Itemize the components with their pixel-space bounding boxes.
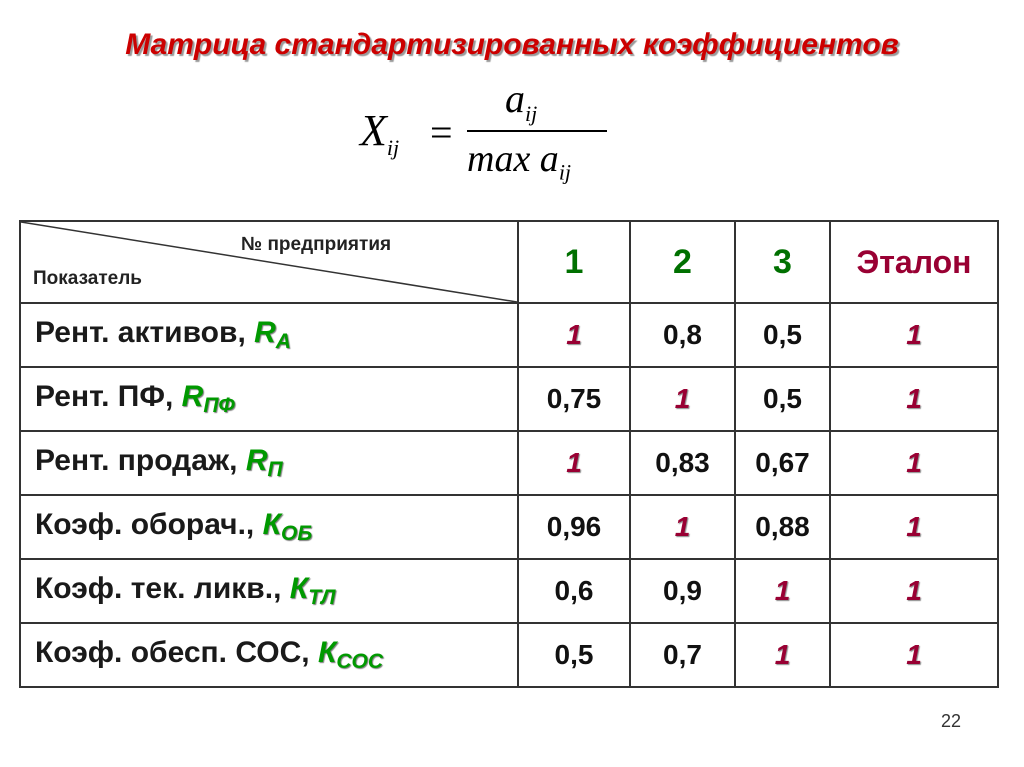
formula-denominator: $\max a_{ij}$	[467, 138, 572, 185]
cell-value: 0,5	[518, 623, 630, 687]
table-row	[20, 495, 998, 559]
indicator-symbol: $R_П$	[245, 444, 283, 481]
cell-value-etalon: 1	[830, 367, 998, 431]
indicator-symbol: $К_{ОБ}$	[262, 508, 313, 545]
cell-value-etalon: 1	[830, 495, 998, 559]
row-label: Рент. продаж, $R_П$	[20, 431, 518, 495]
cell-value: 0,83	[630, 431, 735, 495]
table-row	[20, 303, 998, 367]
indicator-symbol: $К_{ТЛ}$	[289, 572, 336, 609]
cell-value: 0,5	[735, 367, 830, 431]
formula-equals: =	[430, 110, 453, 155]
header-indicator: Показатель	[33, 268, 142, 289]
cell-value: 1	[518, 431, 630, 495]
table-header-row	[20, 221, 998, 303]
cell-value: 0,5	[735, 303, 830, 367]
header-col-etalon: Эталон	[830, 221, 998, 303]
cell-value: 1	[518, 303, 630, 367]
cell-value: 0,96	[518, 495, 630, 559]
cell-value: 0,75	[518, 367, 630, 431]
table-row	[20, 623, 998, 687]
row-label: Рент. ПФ, $R_{ПФ}$	[20, 367, 518, 431]
cell-value: 1	[735, 559, 830, 623]
row-label: Коэф. обесп. СОС, $К_{СОС}$	[20, 623, 518, 687]
standardization-formula	[355, 75, 635, 195]
cell-value-etalon: 1	[830, 431, 998, 495]
cell-value: 1	[630, 495, 735, 559]
cell-value: 1	[735, 623, 830, 687]
header-col-2: 2	[630, 221, 735, 303]
table-row	[20, 559, 998, 623]
indicator-symbol: $R_{ПФ}$	[181, 380, 235, 417]
row-label: Рент. активов, $R_А$	[20, 303, 518, 367]
table-row	[20, 431, 998, 495]
cell-value: 0,9	[630, 559, 735, 623]
row-label: Коэф. оборач., $К_{ОБ}$	[20, 495, 518, 559]
header-col-3: 3	[735, 221, 830, 303]
header-enterprise-number: № предприятия	[241, 234, 392, 255]
cell-value: 0,88	[735, 495, 830, 559]
formula-fraction-bar	[467, 130, 607, 132]
cell-value-etalon: 1	[830, 303, 998, 367]
formula-lhs: $X_{ij}$	[360, 106, 400, 160]
row-label: Коэф. тек. ликв., $К_{ТЛ}$	[20, 559, 518, 623]
cell-value: 0,7	[630, 623, 735, 687]
cell-value: 1	[630, 367, 735, 431]
cell-value: 0,8	[630, 303, 735, 367]
cell-value-etalon: 1	[830, 623, 998, 687]
cell-value: 0,6	[518, 559, 630, 623]
formula-numerator: $a_{ij}$	[505, 76, 538, 126]
cell-value: 0,67	[735, 431, 830, 495]
indicator-symbol: $R_А$	[254, 316, 291, 353]
header-col-1: 1	[518, 221, 630, 303]
slide-title: Матрица стандартизированных коэффициентов	[125, 28, 899, 61]
page-number: 22	[941, 711, 962, 731]
indicator-symbol: $К_{СОС}$	[317, 636, 384, 673]
coefficients-table	[19, 220, 999, 688]
table-corner-cell	[20, 221, 518, 303]
cell-value-etalon: 1	[830, 559, 998, 623]
table-row	[20, 367, 998, 431]
